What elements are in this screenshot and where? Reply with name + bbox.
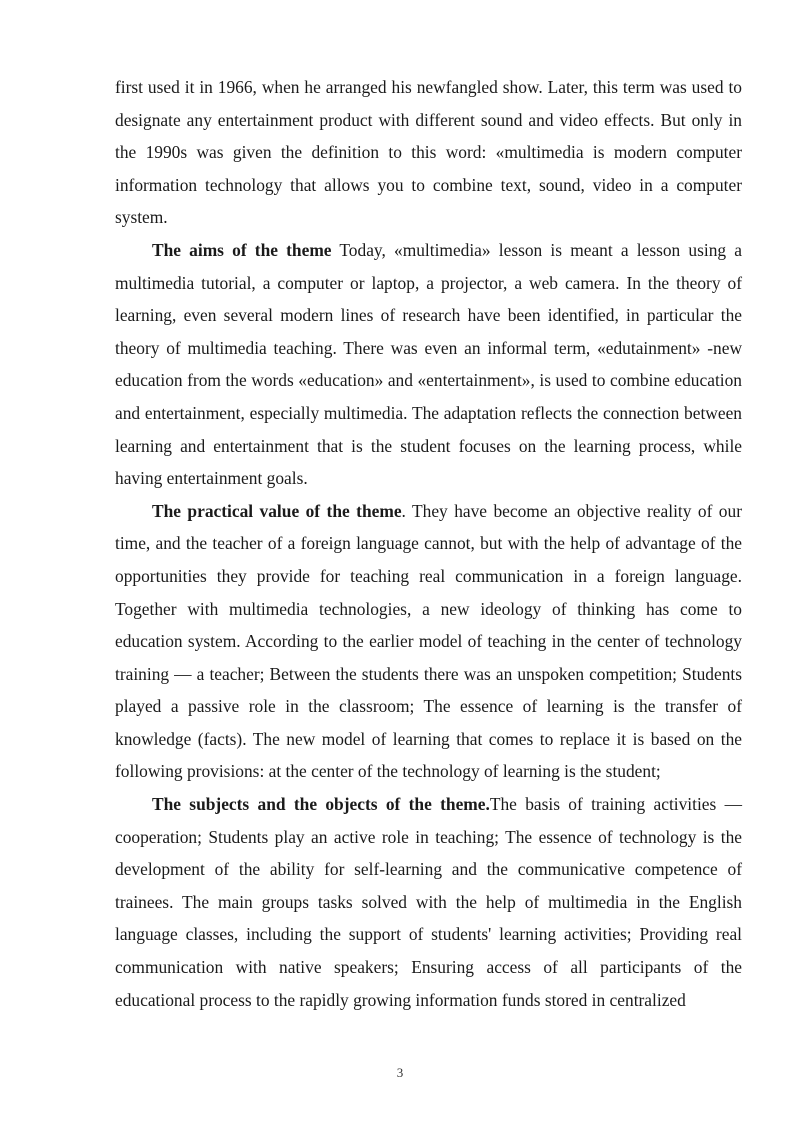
subjects-objects-heading: The subjects and the objects of the theme. [152, 794, 490, 815]
page-number: 3 [396, 1065, 404, 1080]
paragraph-aims [115, 234, 742, 495]
subjects-objects-text: The basis of training activities — cooperation; Students play an active role in teaching; The essence of technology is the development of the ability for self-learning and the communicative competence of trainees. The main groups tasks solved with the help of multimedia in the English language classes, including the support of students' learning activities; Providing real communication with native speakers; Ensuring access of all participants of the educational process to the rapidly growing information funds stored in centralized [115, 794, 742, 1010]
paragraph-practical-value [115, 495, 742, 788]
aims-text: Today, «multimedia» lesson is meant a lesson using a multimedia tutorial, a computer or laptop, a projector, a web camera. In the theory of learning, even several modern lines of research have been identified, in particular the theory of multimedia teaching. There was even an informal term, «edutainment» -new education from the words «education» and «entertainment», is used to combine education and entertainment, especially multimedia. The adaptation reflects the connection between learning and entertainment that is the student focuses on the learning process, while having entertainment goals. [115, 239, 742, 489]
paragraph-subjects-objects [115, 788, 742, 1016]
paragraph-intro [115, 71, 742, 234]
document-page-body [115, 71, 742, 1016]
aims-heading: The aims of the theme [152, 239, 332, 260]
paragraph-intro-text: first used it in 1966, when he arranged his newfangled show. Later, this term was used to designate any entertainment product with different sound and video effects. But only in the 1990s was given the definition to this word: «multimedia is modern computer information technology that allows you to combine text, sound, video in a computer system. [115, 77, 742, 228]
practical-value-text: . They have become an objective reality of our time, and the teacher of a foreign language cannot, but with the help of advantage of the opportunities they provide for teaching real communication in a foreign language. Together with multimedia technologies, a new ideology of thinking has come to education system. According to the earlier model of teaching in the center of technology training — a teacher; Between the students there was an unspoken competition; Students played a passive role in the classroom; The essence of learning is the transfer of knowledge (facts). The new model of learning that comes to replace it is based on the following provisions: at the center of the technology of learning is the student; [115, 500, 742, 782]
practical-value-heading: The practical value of the theme [152, 500, 402, 521]
